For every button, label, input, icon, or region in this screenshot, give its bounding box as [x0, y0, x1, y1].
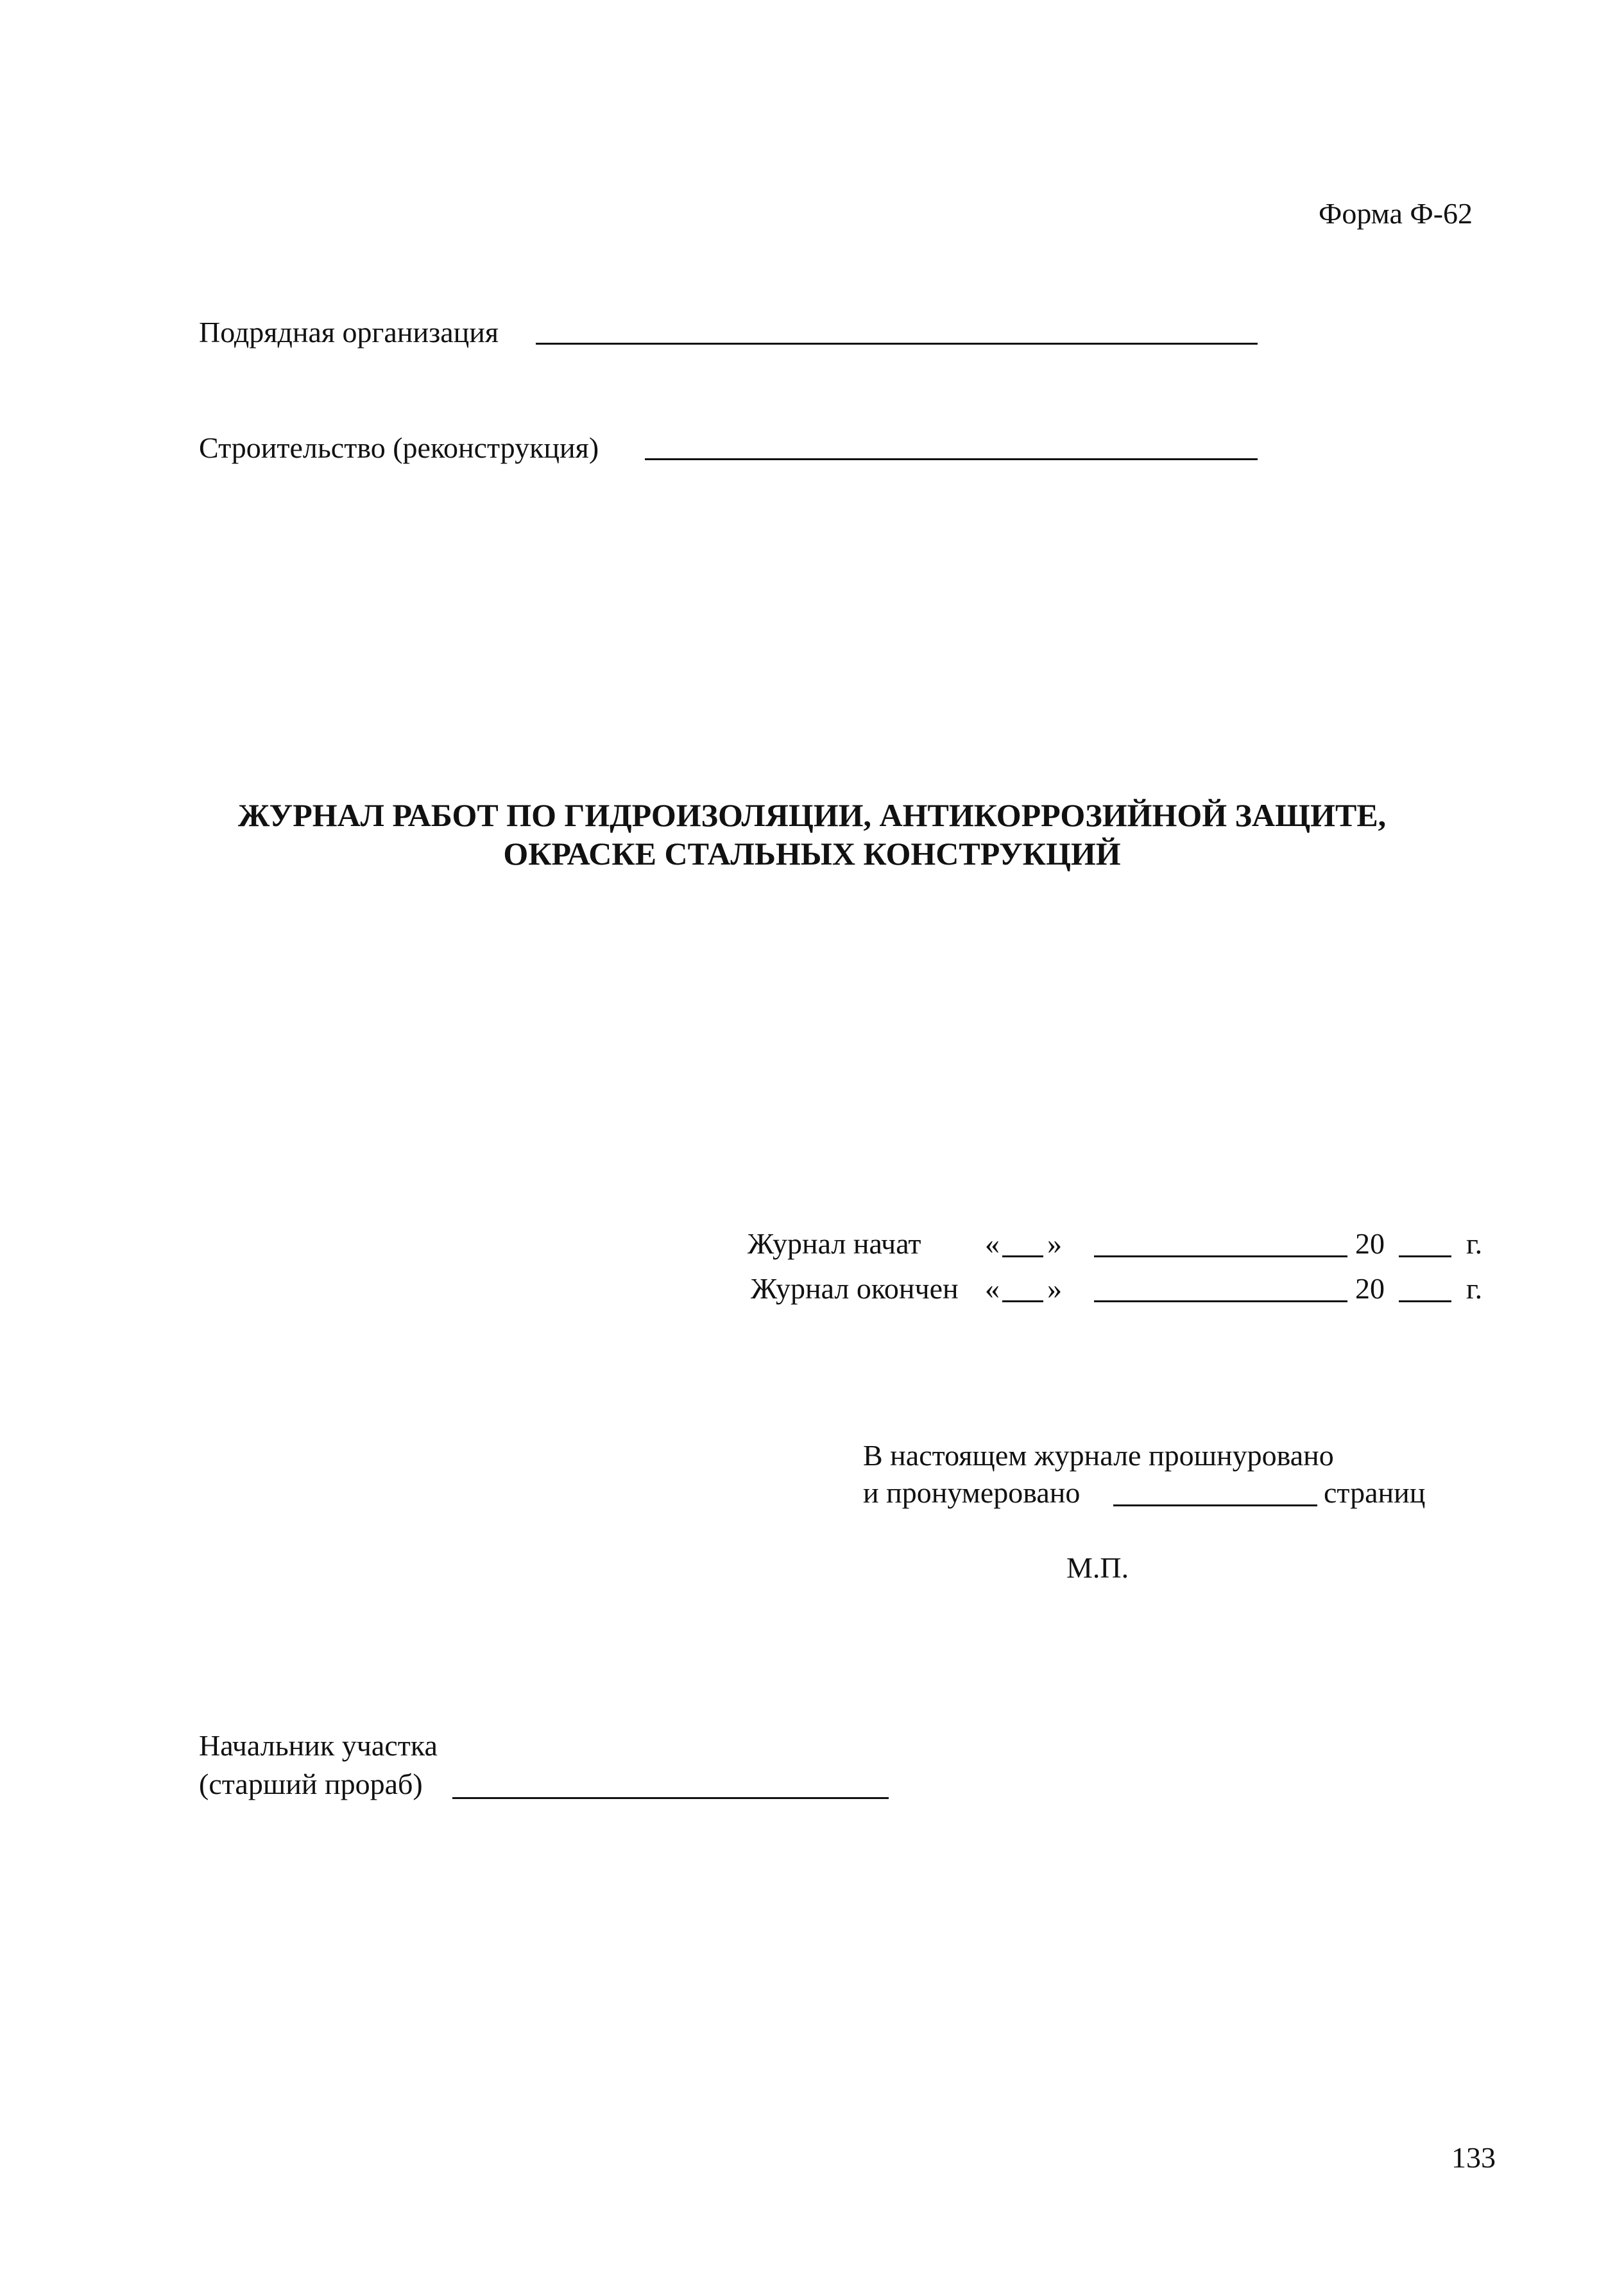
- signature-field[interactable]: [452, 1797, 889, 1799]
- site-manager-label: Начальник участка: [199, 1729, 438, 1762]
- journal-started-century: 20: [1355, 1227, 1385, 1260]
- senior-foreman-label: (старший прораб): [199, 1768, 423, 1800]
- journal-started-label: Журнал начат: [748, 1227, 921, 1260]
- page-number: 133: [1451, 2141, 1496, 2174]
- journal-started-open-quote: «: [985, 1227, 1000, 1260]
- form-label: Форма Ф-62: [1319, 197, 1473, 230]
- journal-ended-century: 20: [1355, 1272, 1385, 1305]
- journal-started-close-quote: »: [1047, 1227, 1062, 1260]
- contractor-label: Подрядная организация: [199, 316, 499, 349]
- journal-started-month-field[interactable]: [1094, 1255, 1347, 1257]
- journal-ended-close-quote: »: [1047, 1272, 1062, 1305]
- pages-note-suffix: страниц: [1324, 1476, 1426, 1509]
- journal-ended-open-quote: «: [985, 1272, 1000, 1305]
- pages-note-prefix: и пронумеровано: [863, 1476, 1081, 1509]
- construction-field[interactable]: [645, 458, 1258, 460]
- journal-ended-day-field[interactable]: [1002, 1300, 1043, 1302]
- stamp-label: М.П.: [1066, 1551, 1129, 1584]
- journal-ended-month-field[interactable]: [1094, 1300, 1347, 1302]
- contractor-field[interactable]: [536, 343, 1258, 345]
- journal-started-year-field[interactable]: [1399, 1255, 1451, 1257]
- journal-title-line-2: ОКРАСКЕ СТАЛЬНЫХ КОНСТРУКЦИЙ: [503, 836, 1121, 872]
- journal-ended-year-field[interactable]: [1399, 1300, 1451, 1302]
- journal-ended-label: Журнал окончен: [751, 1272, 959, 1305]
- journal-started-day-field[interactable]: [1002, 1255, 1043, 1257]
- journal-title-line-1: ЖУРНАЛ РАБОТ ПО ГИДРОИЗОЛЯЦИИ, АНТИКОРРОЗИЙНОЙ ЗАЩИТЕ,: [237, 797, 1387, 833]
- construction-label: Строительство (реконструкция): [199, 431, 599, 464]
- page-count-field[interactable]: [1113, 1504, 1317, 1506]
- journal-ended-year-suffix: г.: [1466, 1272, 1483, 1305]
- pages-note-line-1: В настоящем журнале прошнуровано: [863, 1439, 1334, 1472]
- journal-started-year-suffix: г.: [1466, 1227, 1483, 1260]
